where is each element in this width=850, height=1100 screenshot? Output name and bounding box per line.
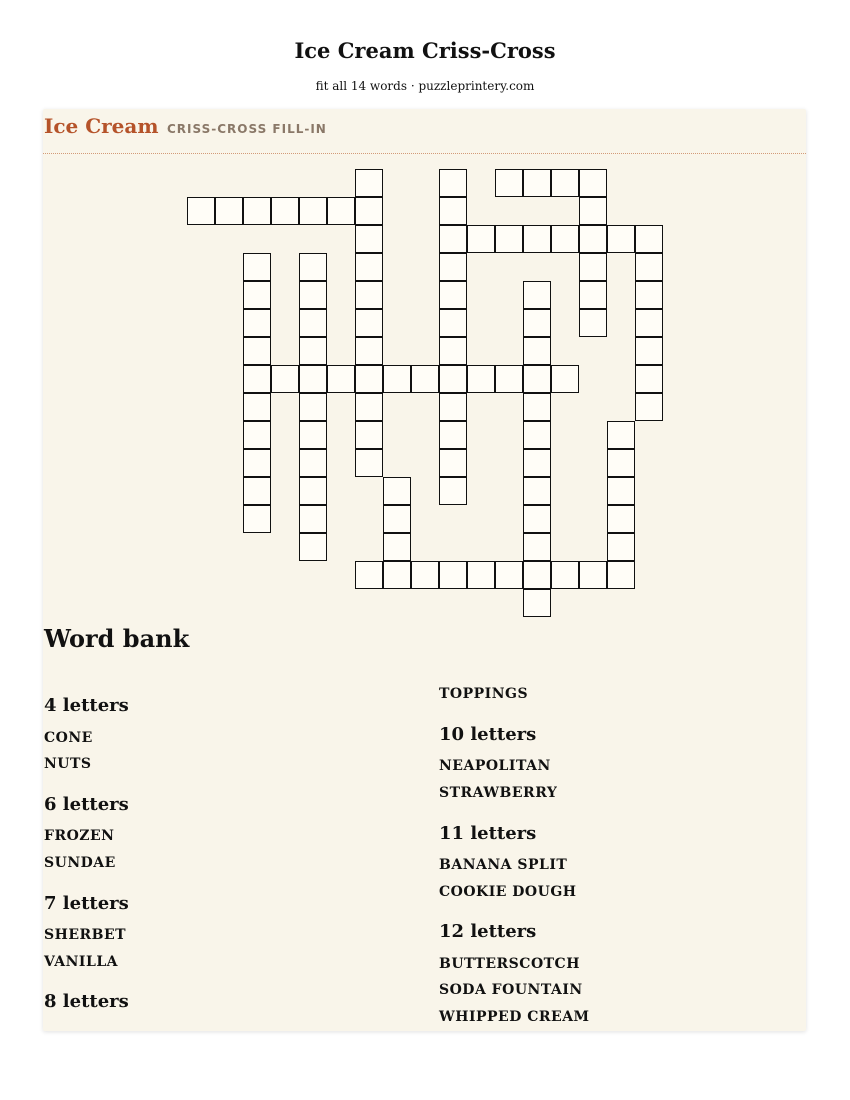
grid-cell[interactable] xyxy=(579,225,607,253)
grid-cell[interactable] xyxy=(243,197,271,225)
grid-cell[interactable] xyxy=(579,281,607,309)
grid-cell[interactable] xyxy=(439,309,467,337)
grid-cell[interactable] xyxy=(523,505,551,533)
grid-cell[interactable] xyxy=(579,169,607,197)
grid-cell[interactable] xyxy=(439,225,467,253)
grid-cell[interactable] xyxy=(243,505,271,533)
grid-cell[interactable] xyxy=(607,225,635,253)
grid-cell[interactable] xyxy=(523,169,551,197)
card-header xyxy=(43,109,806,154)
grid-cell[interactable] xyxy=(523,365,551,393)
grid-cell[interactable] xyxy=(523,589,551,617)
word-bank-word: WHIPPED CREAM xyxy=(439,1009,590,1025)
grid-cell[interactable] xyxy=(383,533,411,561)
grid-cell[interactable] xyxy=(439,449,467,477)
grid-cell[interactable] xyxy=(439,365,467,393)
grid-cell[interactable] xyxy=(243,337,271,365)
grid-cell[interactable] xyxy=(355,449,383,477)
grid-cell[interactable] xyxy=(635,337,663,365)
grid-cell[interactable] xyxy=(243,421,271,449)
grid-cell[interactable] xyxy=(243,281,271,309)
word-length-heading: 4 letters xyxy=(44,695,129,716)
grid-cell[interactable] xyxy=(495,365,523,393)
grid-cell[interactable] xyxy=(635,281,663,309)
grid-cell[interactable] xyxy=(383,505,411,533)
grid-cell[interactable] xyxy=(439,197,467,225)
grid-cell[interactable] xyxy=(299,253,327,281)
word-length-heading: 8 letters xyxy=(44,991,129,1012)
grid-cell[interactable] xyxy=(467,365,495,393)
grid-cell[interactable] xyxy=(355,281,383,309)
word-bank-word: FROZEN xyxy=(44,828,115,844)
grid-cell[interactable] xyxy=(635,253,663,281)
grid-cell[interactable] xyxy=(215,197,243,225)
grid-cell[interactable] xyxy=(607,477,635,505)
grid-cell[interactable] xyxy=(579,309,607,337)
grid-cell[interactable] xyxy=(355,365,383,393)
grid-cell[interactable] xyxy=(355,253,383,281)
grid-cell[interactable] xyxy=(523,337,551,365)
word-bank-title: Word bank xyxy=(44,624,190,653)
grid-cell[interactable] xyxy=(355,225,383,253)
grid-cell[interactable] xyxy=(299,309,327,337)
grid-cell[interactable] xyxy=(635,309,663,337)
brand-title: Ice Cream xyxy=(44,114,159,138)
grid-cell[interactable] xyxy=(439,337,467,365)
grid-cell[interactable] xyxy=(495,225,523,253)
grid-cell[interactable] xyxy=(523,393,551,421)
grid-cell[interactable] xyxy=(439,169,467,197)
grid-cell[interactable] xyxy=(523,477,551,505)
grid-cell[interactable] xyxy=(243,393,271,421)
grid-cell[interactable] xyxy=(299,421,327,449)
grid-cell[interactable] xyxy=(439,281,467,309)
word-length-heading: 7 letters xyxy=(44,893,129,914)
grid-cell[interactable] xyxy=(579,253,607,281)
grid-cell[interactable] xyxy=(523,449,551,477)
grid-cell[interactable] xyxy=(299,281,327,309)
grid-cell[interactable] xyxy=(607,561,635,589)
grid-cell[interactable] xyxy=(579,561,607,589)
grid-cell[interactable] xyxy=(243,477,271,505)
puzzle-type-label: CRISS-CROSS FILL-IN xyxy=(167,122,327,136)
word-bank-word: STRAWBERRY xyxy=(439,785,558,801)
word-bank-word: TOPPINGS xyxy=(439,686,529,702)
grid-cell[interactable] xyxy=(467,561,495,589)
word-bank-word: NUTS xyxy=(44,756,92,772)
grid-cell[interactable] xyxy=(495,169,523,197)
word-bank-word: SHERBET xyxy=(44,927,127,943)
grid-cell[interactable] xyxy=(355,421,383,449)
grid-cell[interactable] xyxy=(299,365,327,393)
grid-cell[interactable] xyxy=(355,169,383,197)
grid-cell[interactable] xyxy=(383,477,411,505)
grid-cell[interactable] xyxy=(299,533,327,561)
grid-cell[interactable] xyxy=(551,169,579,197)
grid-cell[interactable] xyxy=(299,449,327,477)
grid-cell[interactable] xyxy=(355,197,383,225)
grid-cell[interactable] xyxy=(551,561,579,589)
word-bank-word: COOKIE DOUGH xyxy=(439,884,577,900)
grid-cell[interactable] xyxy=(439,477,467,505)
grid-cell[interactable] xyxy=(607,533,635,561)
grid-cell[interactable] xyxy=(635,365,663,393)
word-bank-word: BANANA SPLIT xyxy=(439,857,568,873)
grid-cell[interactable] xyxy=(355,393,383,421)
grid-cell[interactable] xyxy=(271,365,299,393)
grid-cell[interactable] xyxy=(243,309,271,337)
word-bank-word: CONE xyxy=(44,730,93,746)
grid-cell[interactable] xyxy=(411,365,439,393)
grid-cell[interactable] xyxy=(299,393,327,421)
grid-cell[interactable] xyxy=(523,421,551,449)
puzzle-card xyxy=(43,109,806,1031)
word-length-heading: 10 letters xyxy=(439,724,537,745)
grid-cell[interactable] xyxy=(439,421,467,449)
grid-cell[interactable] xyxy=(495,561,523,589)
grid-cell[interactable] xyxy=(635,393,663,421)
grid-cell[interactable] xyxy=(607,421,635,449)
word-length-heading: 11 letters xyxy=(439,823,537,844)
grid-cell[interactable] xyxy=(523,281,551,309)
grid-cell[interactable] xyxy=(523,533,551,561)
grid-cell[interactable] xyxy=(551,365,579,393)
grid-cell[interactable] xyxy=(299,477,327,505)
grid-cell[interactable] xyxy=(355,337,383,365)
grid-cell[interactable] xyxy=(607,505,635,533)
grid-cell[interactable] xyxy=(299,505,327,533)
grid-cell[interactable] xyxy=(439,253,467,281)
grid-cell[interactable] xyxy=(243,365,271,393)
word-bank-word: NEAPOLITAN xyxy=(439,758,551,774)
grid-cell[interactable] xyxy=(327,197,355,225)
page-title: Ice Cream Criss-Cross xyxy=(294,38,556,63)
grid-cell[interactable] xyxy=(187,197,215,225)
grid-cell[interactable] xyxy=(411,561,439,589)
grid-cell[interactable] xyxy=(439,393,467,421)
grid-cell[interactable] xyxy=(383,561,411,589)
grid-cell[interactable] xyxy=(467,225,495,253)
grid-cell[interactable] xyxy=(299,337,327,365)
grid-cell[interactable] xyxy=(271,197,299,225)
page-subtitle: fit all 14 words · puzzleprintery.com xyxy=(315,79,535,93)
grid-cell[interactable] xyxy=(383,365,411,393)
grid-cell[interactable] xyxy=(523,561,551,589)
grid-cell[interactable] xyxy=(523,225,551,253)
grid-cell[interactable] xyxy=(439,561,467,589)
grid-cell[interactable] xyxy=(635,225,663,253)
grid-cell[interactable] xyxy=(243,449,271,477)
grid-cell[interactable] xyxy=(327,365,355,393)
word-length-heading: 12 letters xyxy=(439,921,537,942)
grid-cell[interactable] xyxy=(607,449,635,477)
word-bank-word: SODA FOUNTAIN xyxy=(439,982,583,998)
grid-cell[interactable] xyxy=(579,197,607,225)
word-bank-word: SUNDAE xyxy=(44,855,116,871)
word-bank-word: VANILLA xyxy=(44,954,119,970)
grid-cell[interactable] xyxy=(299,197,327,225)
grid-cell[interactable] xyxy=(355,309,383,337)
word-length-heading: 6 letters xyxy=(44,794,129,815)
grid-cell[interactable] xyxy=(355,561,383,589)
word-bank-word: BUTTERSCOTCH xyxy=(439,956,580,972)
grid-cell[interactable] xyxy=(523,309,551,337)
grid-cell[interactable] xyxy=(243,253,271,281)
grid-cell[interactable] xyxy=(551,225,579,253)
